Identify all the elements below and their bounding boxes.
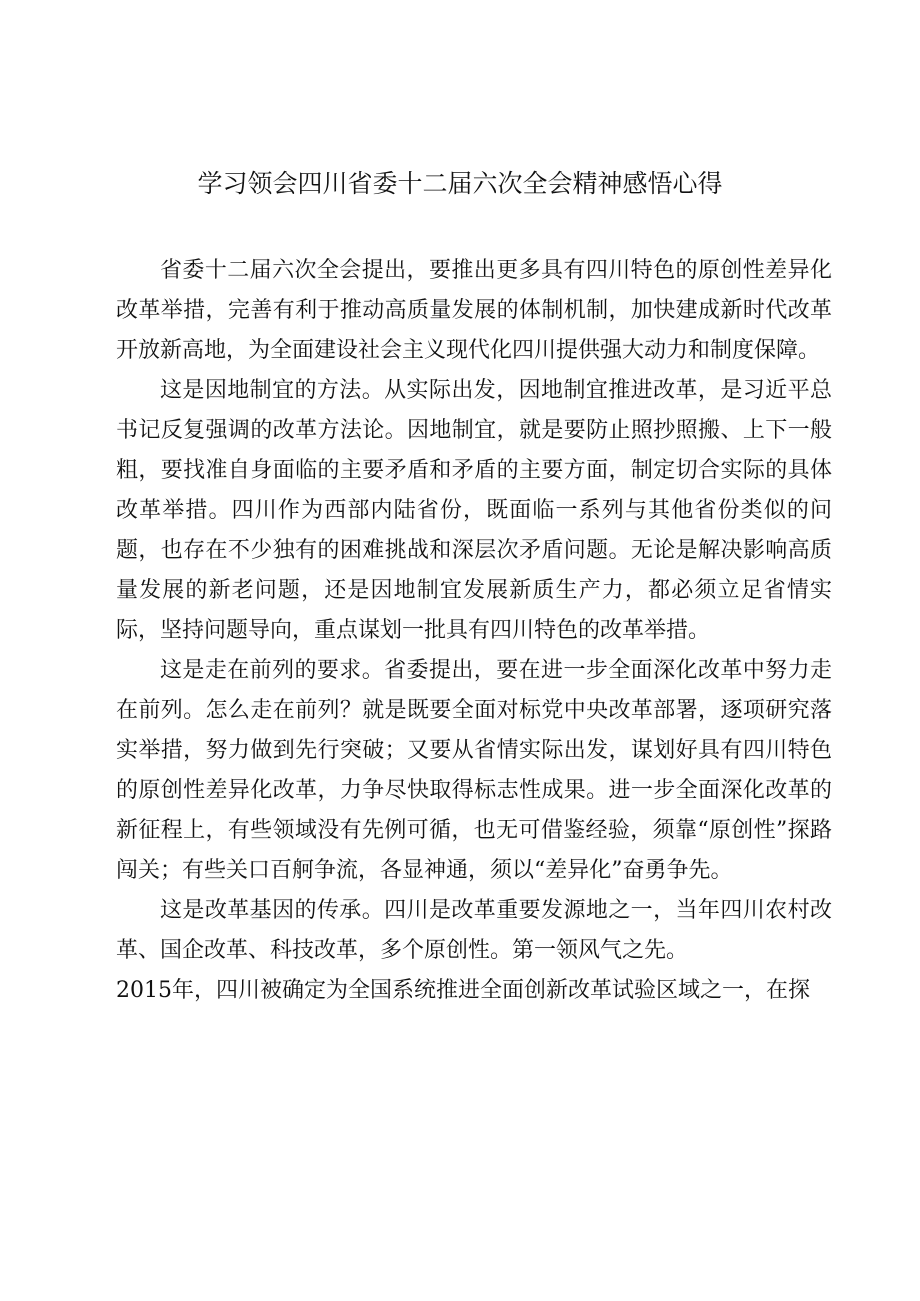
page-title: 学习领会四川省委十二届六次全会精神感悟心得: [197, 169, 723, 198]
paragraph-2: 这是因地制宜的方法。从实际出发，因地制宜推进改革，是习近平总书记反复强调的改革方法论。因地制宜，就是要防止照抄照搬、上下一般粗，要找准自身面临的主要矛盾和矛盾的主要方面，制定切合实际的具体改革举措。四川作为西部内陆省份，既面临一系列与其他省份类似的问题，也存在不少独有的困难挑战和深层次矛盾问题。无论是解决影响高质量发展的新老问题，还是因地制宜发展新质生产力，都必须立足省情实际，坚持问题导向，重点谋划一批具有四川特色的改革举措。: [116, 378, 832, 643]
paragraph-4: 这是改革基因的传承。四川是改革重要发源地之一，当年四川农村改革、国企改革、科技改革，多个原创性。第一领风气之先。: [116, 898, 832, 963]
paragraph-1: 省委十二届六次全会提出，要推出更多具有四川特色的原创性差异化改革举措，完善有利于推动高质量发展的体制机制，加快建成新时代改革开放新高地，为全面建设社会主义现代化四川提供强大动力和制度保障。: [116, 258, 832, 363]
paragraph-3: 这是走在前列的要求。省委提出，要在进一步全面深化改革中努力走在前列。怎么走在前列？就是既要全面对标党中央改革部署，逐项研究落实举措，努力做到先行突破；又要从省情实际出发，谋划好具有四川特色的原创性差异化改革，力争尽快取得标志性成果。进一步全面深化改革的新征程上，有些领域没有先例可循，也无可借鉴经验，须靠“原创性”探路闯关；有些关口百舸争流，各显神通，须以“差异化”奋勇争先。: [116, 658, 832, 883]
paragraph-5: 2015年，四川被确定为全国系统推进全面创新改革试验区域之一，在探: [116, 978, 810, 1003]
document-body: [116, 251, 832, 1011]
